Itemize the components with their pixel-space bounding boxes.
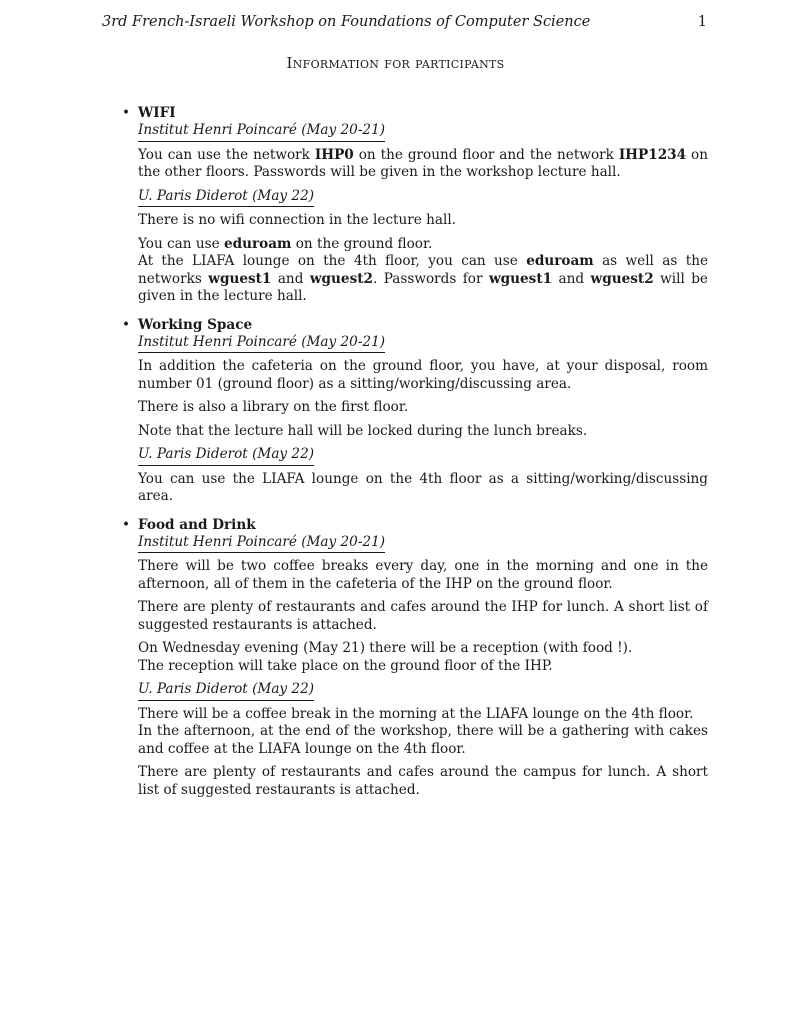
section-wifi: [122, 104, 708, 306]
text-line: There will be a coffee break in the morning at the LIAFA lounge on the 4th floor.: [138, 705, 694, 722]
venue-heading-ihp: Institut Henri Poincaré (May 20-21): [138, 334, 385, 354]
venue-heading-ihp: Institut Henri Poincaré (May 20-21): [138, 122, 385, 142]
running-header: [102, 14, 707, 30]
network-name: wguest2: [309, 270, 373, 287]
venue-heading-upd: U. Paris Diderot (May 22): [138, 188, 314, 208]
text-run: At the LIAFA lounge on the 4th floor, you can use: [138, 253, 527, 269]
network-name: eduroam: [526, 253, 594, 269]
paragraph: In addition the cafeteria on the ground floor, you have, at your disposal, room number 01 (ground floor) as a sitting/working/discussing area.: [138, 358, 708, 392]
text-run: and: [271, 270, 310, 287]
paragraph: [138, 640, 708, 675]
network-name: eduroam: [223, 235, 292, 252]
section-heading: [122, 516, 708, 534]
paragraph: There are plenty of restaurants and cafes around the campus for lunch. A short list of suggested restaurants is attached.: [138, 764, 708, 798]
page-title: Information for participants: [286, 54, 505, 72]
page-number: 1: [697, 14, 707, 30]
network-name: wguest1: [488, 270, 553, 287]
text-line: The reception will take place on the ground floor of the IHP.: [138, 657, 553, 674]
section-heading: [122, 104, 708, 122]
network-name: wguest1: [208, 270, 272, 287]
paragraph: There is also a library on the first floor.: [138, 399, 409, 415]
section-heading: [122, 316, 708, 334]
network-name: IHP1234: [618, 146, 687, 163]
venue-heading-ihp: Institut Henri Poincaré (May 20-21): [138, 534, 385, 554]
header-title: 3rd French-Israeli Workshop on Foundations of Computer Science: [102, 14, 591, 30]
section-title: Food and Drink: [138, 516, 256, 533]
paragraph: [138, 236, 708, 254]
network-name: IHP0: [314, 146, 354, 163]
network-name: wguest2: [590, 270, 654, 287]
text-run: on the ground floor and the network: [353, 146, 619, 163]
text-line: In the afternoon, at the end of the workshop, there will be a gathering with cakes and coffee at the LIAFA lounge on the 4th floor.: [138, 723, 708, 757]
venue-heading-upd: U. Paris Diderot (May 22): [138, 681, 314, 701]
paragraph: Note that the lecture hall will be locked during the lunch breaks.: [138, 422, 588, 439]
text-run: on the ground floor.: [291, 235, 433, 252]
text-run: as well as the networks: [138, 253, 708, 287]
section-title: Working Space: [138, 316, 253, 333]
paragraph: [138, 147, 708, 182]
paragraph: There is no wifi connection in the lecture hall.: [138, 212, 457, 228]
text-line: On Wednesday evening (May 21) there will be a reception (with food !).: [138, 640, 633, 656]
paragraph: There are plenty of restaurants and cafes around the IHP for lunch. A short list of suggested restaurants is attached.: [138, 599, 708, 633]
text-run: will be given in the lecture hall.: [138, 270, 708, 304]
paragraph: There will be two coffee breaks every day, one in the morning and one in the afternoon, all of them in the cafeteria of the IHP on the ground floor.: [138, 558, 708, 592]
bullet-icon: •: [122, 105, 131, 121]
paragraph: You can use the LIAFA lounge on the 4th floor as a sitting/working/discussing area.: [138, 470, 708, 504]
text-run: on the other floors. Passwords will be given in the workshop lecture hall.: [138, 146, 708, 180]
bullet-icon: •: [122, 316, 131, 333]
text-run: . Passwords for: [372, 270, 489, 287]
bullet-icon: •: [122, 516, 131, 533]
paragraph: [138, 253, 708, 306]
content: [122, 104, 708, 809]
text-run: and: [552, 270, 591, 287]
section-food-and-drink: [122, 516, 708, 800]
text-run: You can use: [138, 235, 224, 252]
section-title: WIFI: [138, 105, 176, 121]
section-working-space: [122, 316, 708, 506]
text-run: You can use the network: [138, 146, 315, 163]
venue-heading-upd: U. Paris Diderot (May 22): [138, 446, 314, 466]
paragraph: [138, 706, 708, 759]
